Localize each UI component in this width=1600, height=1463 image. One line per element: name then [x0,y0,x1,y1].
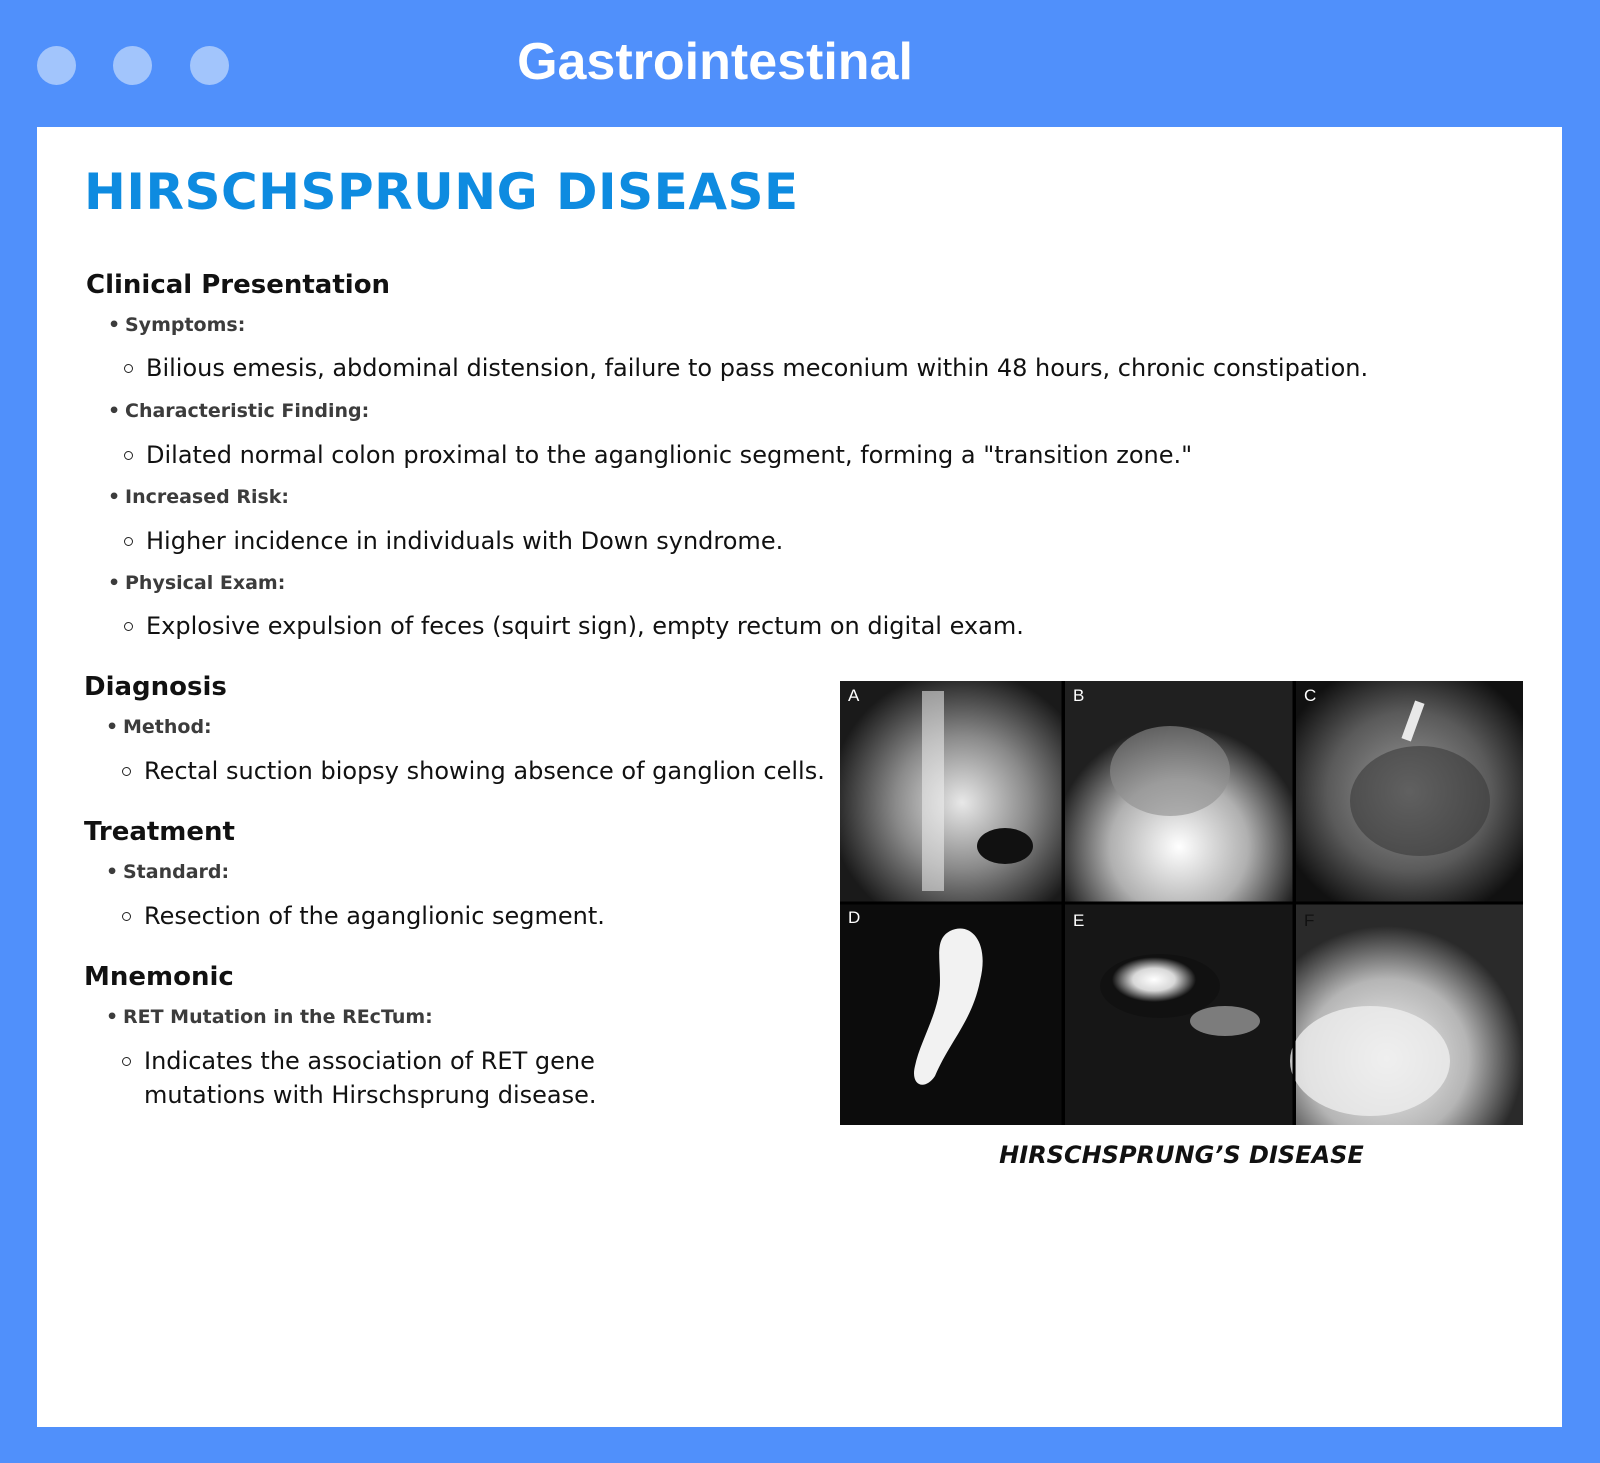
item-text-standard: Resection of the aganglionic segment. [144,899,834,933]
item-label-standard: • Standard: [123,861,229,883]
window-titlebar [0,0,1600,127]
xray-panel-label-e: E [1073,911,1085,930]
section-title-treatment: Treatment [84,817,235,847]
item-text-characteristic-finding: Dilated normal colon proximal to the aganglionic segment, forming a "transition zone." [146,438,1526,472]
item-text-method: Rectal suction biopsy showing absence of ganglion cells. [144,754,834,788]
item-label-symptoms: • Symptoms: [125,314,245,336]
item-text-increased-risk: Higher incidence in individuals with Down syndrome. [146,524,1526,558]
figure-caption: HIRSCHSPRUNG’S DISEASE [999,1141,1364,1169]
item-label-ret-mutation: • RET Mutation in the REcTum: [123,1006,433,1028]
section-title-clinical: Clinical Presentation [86,270,391,300]
xray-panel-label-f: F [1304,911,1315,930]
section-title-diagnosis: Diagnosis [84,672,227,702]
item-label-method: • Method: [123,716,212,738]
section-title-mnemonic: Mnemonic [84,962,234,992]
item-text-physical-exam: Explosive expulsion of feces (squirt sign), empty rectum on digital exam. [146,609,1526,643]
xray-panel-label-d: D [848,908,861,927]
xray-panels-image [840,681,1523,1125]
xray-figure [840,681,1523,1125]
xray-panel-label-a: A [848,686,860,705]
item-text-ret-mutation: Indicates the association of RET gene mutations with Hirschsprung disease. [144,1044,714,1112]
item-label-characteristic-finding: • Characteristic Finding: [125,400,369,422]
content-panel [37,127,1562,1427]
xray-panel-label-b: B [1073,686,1085,705]
page-title: HIRSCHSPRUNG DISEASE [84,163,799,221]
item-label-increased-risk: • Increased Risk: [125,486,289,508]
window-title: Gastrointestinal [517,33,913,91]
item-text-symptoms: Bilious emesis, abdominal distension, failure to pass meconium within 48 hours, chronic constipation. [146,351,1526,385]
item-label-physical-exam: • Physical Exam: [125,572,285,594]
xray-panel-label-c: C [1304,686,1317,705]
